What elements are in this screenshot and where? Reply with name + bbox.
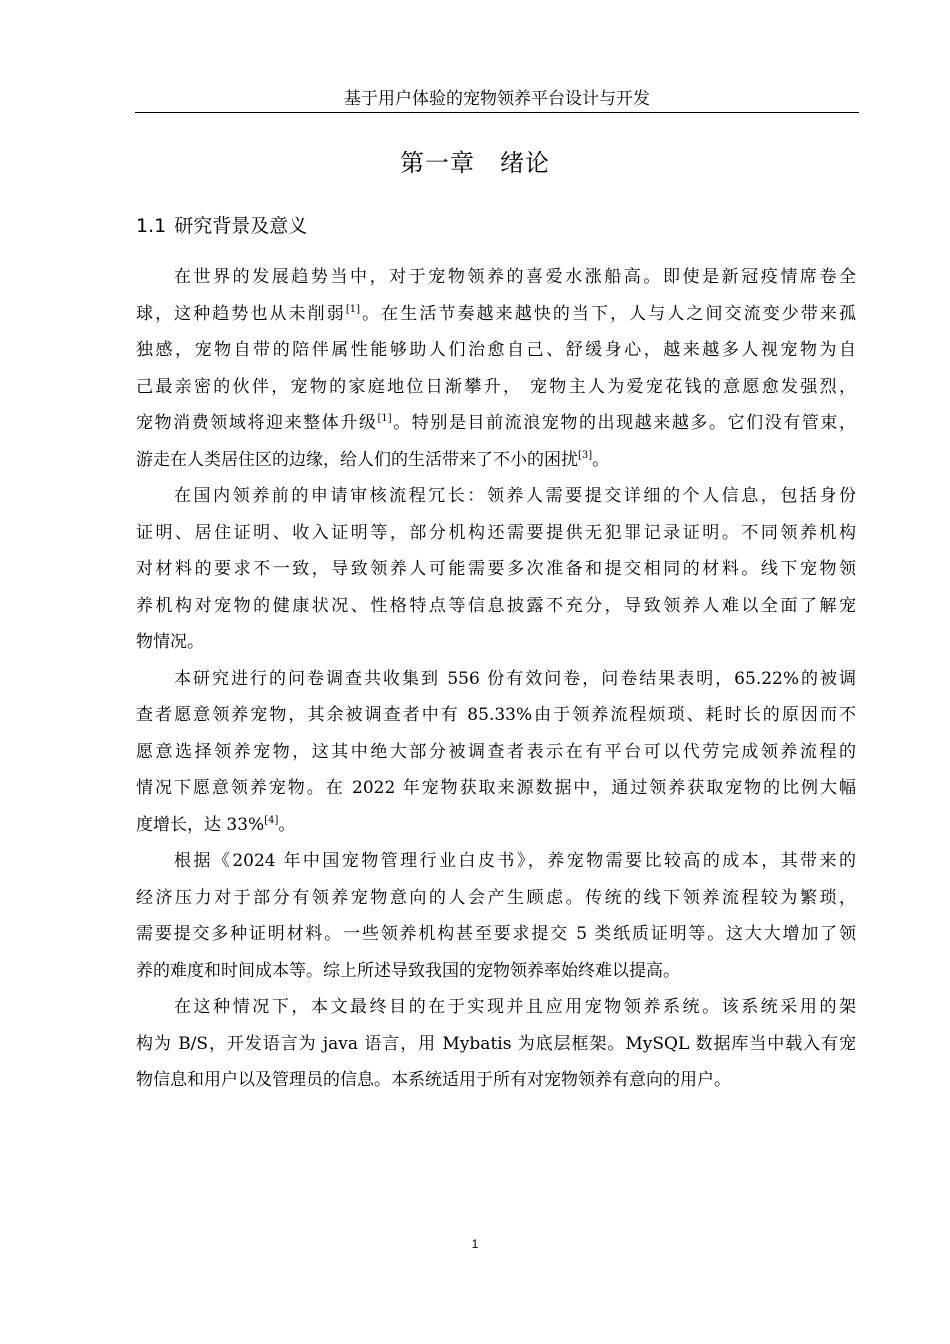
citation-marker: [3] [578, 449, 593, 461]
line-text: 本研究进行的问卷调查共收集到 556 份有效问卷，问卷结果表明，65.22%的被调 [174, 668, 856, 689]
text-line [136, 515, 856, 552]
text-line [136, 989, 856, 1026]
line-text: 独感，宠物自带的陪伴属性能够助人们治愈自己、舒缓身心，越来越多人视宠物为自 [136, 340, 856, 360]
paragraph [136, 259, 856, 478]
paragraph [136, 843, 856, 989]
line-text: 养的难度和时间成本等。综上所述导致我国的宠物领养率始终难以提高。 [136, 960, 680, 981]
text-line [136, 807, 856, 844]
text-line [136, 369, 856, 406]
paragraph [136, 989, 856, 1099]
line-text: 证明、居住证明、收入证明等，部分机构还需要提供无犯罪记录证明。不同领养机构 [136, 522, 856, 543]
line-text: 需要提交多种证明材料。一些领养机构甚至要求提交 5 类纸质证明等。这大大增加了领 [136, 924, 856, 944]
citation-marker: [1] [345, 303, 361, 315]
text-line [136, 1062, 856, 1099]
text-line [136, 916, 856, 953]
line-text-continued: 。特别是目前流浪宠物的出现越来越多。它们没有管束， [391, 413, 857, 433]
line-text-continued: 。 [592, 449, 610, 470]
text-line [136, 843, 856, 880]
line-text: 构为 B/S，开发语言为 java 语言，用 Mybatis 为底层框架。MySQL 数据库当中载入有宠 [136, 1033, 856, 1054]
text-line [136, 588, 856, 625]
running-header [135, 88, 859, 113]
text-line [136, 478, 856, 515]
line-text: 度增长，达 33% [136, 814, 265, 835]
line-text: 球，这种趋势也从未削弱 [136, 303, 346, 324]
line-text: 经济压力对于部分有领养宠物意向的人会产生顾虑。传统的线下领养流程较为繁琐， [136, 887, 856, 908]
text-line [136, 332, 856, 369]
text-line [136, 624, 856, 661]
line-text: 在国内领养前的申请审核流程冗长：领养人需要提交详细的个人信息，包括身份 [174, 486, 856, 506]
line-text: 在这种情况下，本文最终目的在于实现并且应用宠物领养系统。该系统采用的架 [174, 997, 856, 1017]
section-number: 1.1 [136, 215, 167, 237]
line-text: 物情况。 [136, 632, 204, 652]
text-line [136, 551, 856, 588]
text-line [136, 734, 856, 771]
citation-marker: [1] [377, 413, 392, 424]
line-text: 愿意选择领养宠物，这其中绝大部分被调查者表示在有平台可以代劳完成领养流程的 [136, 741, 856, 762]
section-heading [136, 212, 307, 240]
chapter-title: 第一章 绪论 [400, 149, 550, 177]
line-text: 情况下愿意领养宠物。在 2022 年宠物获取来源数据中，通过领养获取宠物的比例大幅 [136, 778, 856, 798]
text-line [136, 697, 856, 734]
line-text: 物信息和用户以及管理员的信息。本系统适用于所有对宠物领养有意向的用户。 [136, 1070, 731, 1090]
body-text [136, 259, 856, 1099]
line-text: 己最亲密的伙伴，宠物的家庭地位日渐攀升， 宠物主人为爱宠花钱的意愿愈发强烈， [136, 376, 856, 397]
line-text: 养机构对宠物的健康状况、性格特点等信息披露不充分，导致领养人难以全面了解宠 [136, 595, 856, 616]
text-line [136, 770, 856, 807]
text-line [136, 259, 856, 296]
text-line [136, 880, 856, 917]
page-number: 1 [471, 1237, 479, 1251]
citation-marker: [4] [264, 814, 279, 826]
paragraph [136, 661, 856, 844]
text-line [136, 1026, 856, 1063]
text-line [136, 661, 856, 698]
line-text: 根据《2024 年中国宠物管理行业白皮书》，养宠物需要比较高的成本，其带来的 [174, 851, 856, 871]
text-line [136, 405, 856, 442]
line-text: 游走在人类居住区的边缘，给人们的生活带来了不小的困扰 [136, 449, 578, 470]
text-line [136, 442, 856, 479]
text-line [136, 953, 856, 990]
line-text: 宠物消费领域将迎来整体升级 [136, 413, 378, 433]
line-text: 查者愿意领养宠物，其余被调查者中有 85.33%由于领养流程烦琐、耗时长的原因而不 [136, 705, 856, 725]
line-text: 在世界的发展趋势当中，对于宠物领养的喜爱水涨船高。即使是新冠疫情席卷全 [174, 267, 856, 287]
section-title: 研究背景及意义 [174, 215, 308, 237]
line-text: 对材料的要求不一致，导致领养人可能需要多次准备和提交相同的材料。线下宠物领 [136, 559, 856, 579]
paragraph [136, 478, 856, 661]
text-line [136, 296, 856, 333]
line-text-continued: 。在生活节奏越来越快的当下，人与人之间交流变少带来孤 [360, 303, 857, 324]
line-text-continued: 。 [278, 814, 296, 835]
running-header-title: 基于用户体验的宠物领养平台设计与开发 [344, 89, 650, 109]
